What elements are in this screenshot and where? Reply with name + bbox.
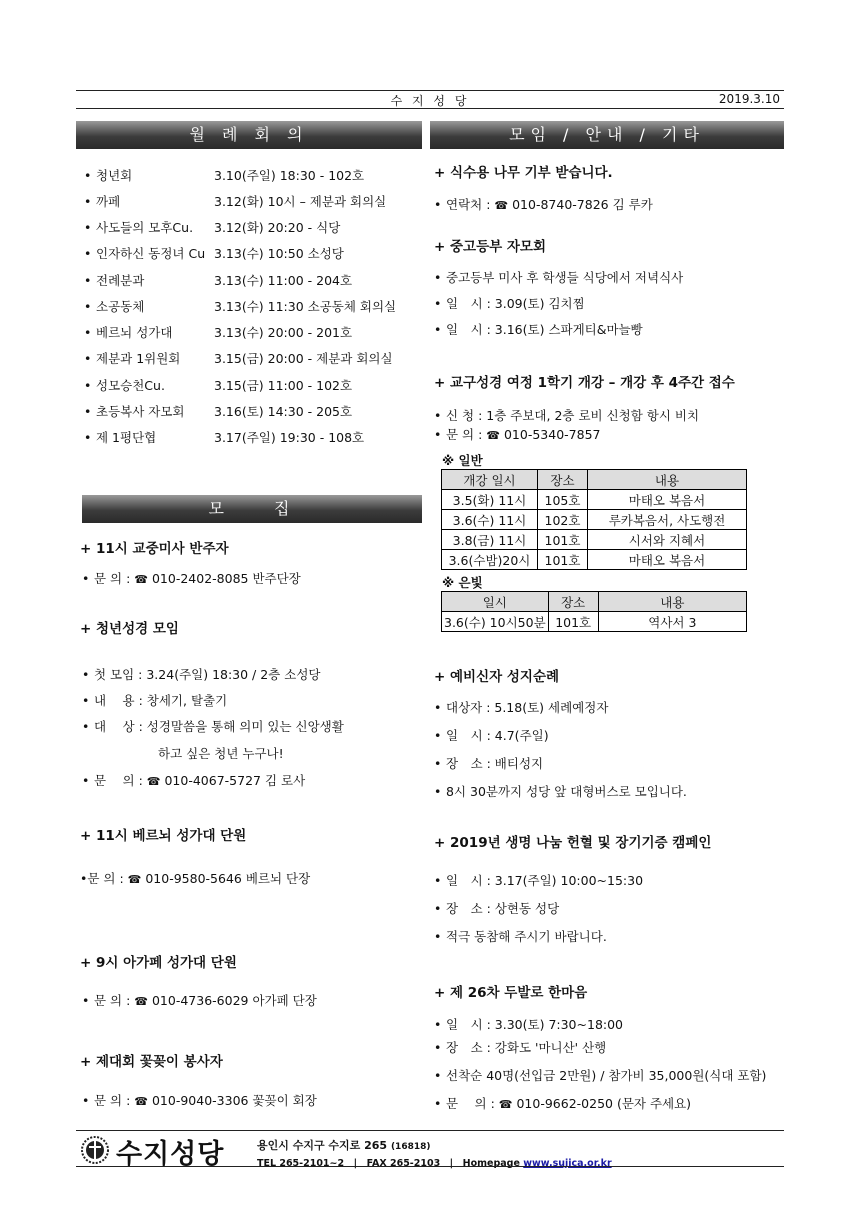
recruit-berneux-choir-contact: •문 의 : ☎ 010-9580-5646 베르뇌 단장 bbox=[80, 871, 311, 886]
table-header: 일시 bbox=[442, 592, 549, 612]
phone-icon: ☎ bbox=[498, 1098, 513, 1111]
recruit-youth-bible-heading: + 청년성경 모임 bbox=[80, 621, 179, 637]
table-row bbox=[442, 510, 747, 530]
list-item: • 장 소 : 상현동 성당 bbox=[434, 901, 560, 916]
tree-donation-contact: • 연락처 : ☎ 010-8740-7826 김 루카 bbox=[434, 197, 653, 212]
monthly-meetings-title: 월 례 회 의 bbox=[76, 121, 422, 149]
list-item: • 일 시 : 3.09(토) 김치찜 bbox=[434, 296, 585, 311]
general-class-label: ※ 일반 bbox=[442, 453, 483, 468]
phone-icon: ☎ bbox=[134, 995, 148, 1008]
table-cell: 마태오 복음서 bbox=[588, 550, 747, 570]
table-header: 장소 bbox=[548, 592, 598, 612]
general-class-table bbox=[441, 469, 747, 570]
table-header: 내용 bbox=[598, 592, 746, 612]
phone-icon: ☎ bbox=[146, 775, 161, 788]
silver-class-label: ※ 은빛 bbox=[442, 575, 483, 590]
list-item: • 선착순 40명(선입금 2만원) / 참가비 35,000원(식대 포함) bbox=[434, 1068, 767, 1083]
table-header-row bbox=[442, 592, 747, 612]
list-item: • 중고등부 미사 후 학생들 식당에서 저녁식사 bbox=[434, 270, 684, 285]
list-item-continued: 하고 싶은 청년 누구나! bbox=[158, 746, 284, 761]
table-cell: 루카복음서, 사도행전 bbox=[588, 510, 747, 530]
table-cell: 105호 bbox=[538, 490, 588, 510]
phone-icon: ☎ bbox=[494, 199, 509, 212]
footer-contact: TEL 265-2101~2 | FAX 265-2103 | Homepage www.sujica.or.kr bbox=[257, 1158, 612, 1169]
church-logo-icon bbox=[80, 1135, 110, 1169]
list-item: • 내 용 : 창세기, 탈출기 bbox=[82, 693, 228, 708]
bible-course-contact: • 문 의 : ☎ 010-5340-7857 bbox=[434, 427, 601, 442]
recruit-flower-contact: • 문 의 : ☎ 010-9040-3306 꽃꽂이 회장 bbox=[82, 1093, 317, 1108]
phone-icon: ☎ bbox=[134, 1095, 148, 1108]
middle-high-parents-heading: + 중고등부 자모회 bbox=[434, 239, 546, 255]
notices-title: 모임 / 안내 / 기타 bbox=[430, 121, 784, 149]
table-header: 내용 bbox=[588, 470, 747, 490]
table-cell: 시서와 지혜서 bbox=[588, 530, 747, 550]
list-item: • 대 상 : 성경말씀을 통해 의미 있는 신앙생활 bbox=[82, 719, 344, 734]
list-item: • 일 시 : 3.17(주일) 10:00~15:30 bbox=[434, 873, 644, 888]
tree-donation-heading: + 식수용 나무 기부 받습니다. bbox=[434, 165, 613, 181]
walking-event-heading: + 제 26차 두발로 한마음 bbox=[434, 985, 588, 1001]
header-bottom-rule bbox=[76, 108, 784, 109]
table-cell: 역사서 3 bbox=[598, 612, 746, 632]
table-header-row bbox=[442, 470, 747, 490]
table-cell: 마태오 복음서 bbox=[588, 490, 747, 510]
recruit-berneux-choir-heading: + 11시 베르뇌 성가대 단원 bbox=[80, 828, 247, 844]
catechumen-pilgrimage-heading: + 예비신자 성지순례 bbox=[434, 669, 560, 685]
table-cell: 3.6(수밤)20시 bbox=[442, 550, 538, 570]
recruit-youth-bible-contact: • 문 의 : ☎ 010-4067-5727 김 로사 bbox=[82, 773, 306, 788]
list-item: • 대상자 : 5.18(토) 세례예정자 bbox=[434, 700, 609, 715]
recruit-agape-choir-contact: • 문 의 : ☎ 010-4736-6029 아가페 단장 bbox=[82, 993, 317, 1008]
table-header: 장소 bbox=[538, 470, 588, 490]
recruit-accompanist-contact: • 문 의 : ☎ 010-2402-8085 반주단장 bbox=[82, 571, 301, 586]
table-cell: 101호 bbox=[538, 550, 588, 570]
footer-church-name: 수지성당 bbox=[116, 1139, 225, 1170]
list-item: • 신 청 : 1층 주보대, 2층 로비 신청함 항시 비치 bbox=[434, 408, 700, 423]
footer-top-rule bbox=[76, 1130, 784, 1131]
phone-icon: ☎ bbox=[486, 429, 500, 442]
phone-icon: ☎ bbox=[134, 573, 148, 586]
blood-donation-heading: + 2019년 생명 나눔 헌혈 및 장기기증 캠페인 bbox=[434, 835, 712, 851]
list-item: • 적극 동참해 주시기 바랍니다. bbox=[434, 929, 607, 944]
recruit-accompanist-heading: + 11시 교중미사 반주자 bbox=[80, 541, 229, 557]
silver-class-table bbox=[441, 591, 747, 632]
list-item: • 일 시 : 3.16(토) 스파게티&마늘빵 bbox=[434, 322, 643, 337]
bulletin-date: 2019.3.10 bbox=[718, 92, 780, 106]
list-item: • 일 시 : 3.30(토) 7:30~18:00 bbox=[434, 1017, 624, 1032]
list-item: • 첫 모임 : 3.24(주일) 18:30 / 2층 소성당 bbox=[82, 667, 321, 682]
table-cell: 3.8(금) 11시 bbox=[442, 530, 538, 550]
bible-course-heading: + 교구성경 여정 1학기 개강 – 개강 후 4주간 접수 bbox=[434, 375, 735, 391]
table-row bbox=[442, 490, 747, 510]
table-row bbox=[442, 550, 747, 570]
list-item: • 장 소 : 강화도 '마니산' 산행 bbox=[434, 1040, 607, 1055]
table-cell: 101호 bbox=[538, 530, 588, 550]
recruit-agape-choir-heading: + 9시 아가페 성가대 단원 bbox=[80, 955, 237, 971]
header-top-rule bbox=[76, 90, 784, 91]
table-row bbox=[442, 612, 747, 632]
table-header: 개강 일시 bbox=[442, 470, 538, 490]
recruitment-title: 모 집 bbox=[82, 495, 422, 523]
table-cell: 101호 bbox=[548, 612, 598, 632]
list-item: • 8시 30분까지 성당 앞 대형버스로 모입니다. bbox=[434, 784, 687, 799]
table-cell: 3.6(수) 11시 bbox=[442, 510, 538, 530]
table-cell: 3.5(화) 11시 bbox=[442, 490, 538, 510]
list-item: • 장 소 : 배티성지 bbox=[434, 756, 544, 771]
homepage-link[interactable]: www.sujica.or.kr bbox=[523, 1158, 612, 1169]
footer-bottom-rule bbox=[76, 1166, 784, 1167]
walking-event-contact: • 문 의 : ☎ 010-9662-0250 (문자 주세요) bbox=[434, 1096, 692, 1111]
church-name-header: 수 지 성 당 bbox=[390, 94, 470, 108]
table-cell: 102호 bbox=[538, 510, 588, 530]
table-cell: 3.6(수) 10시50분 bbox=[442, 612, 549, 632]
phone-icon: ☎ bbox=[127, 873, 142, 886]
footer-address: 용인시 수지구 수지로 265 (16818) bbox=[257, 1139, 431, 1152]
table-row bbox=[442, 530, 747, 550]
recruit-flower-heading: + 제대회 꽃꽂이 봉사자 bbox=[80, 1054, 223, 1070]
list-item: • 일 시 : 4.7(주일) bbox=[434, 728, 549, 743]
